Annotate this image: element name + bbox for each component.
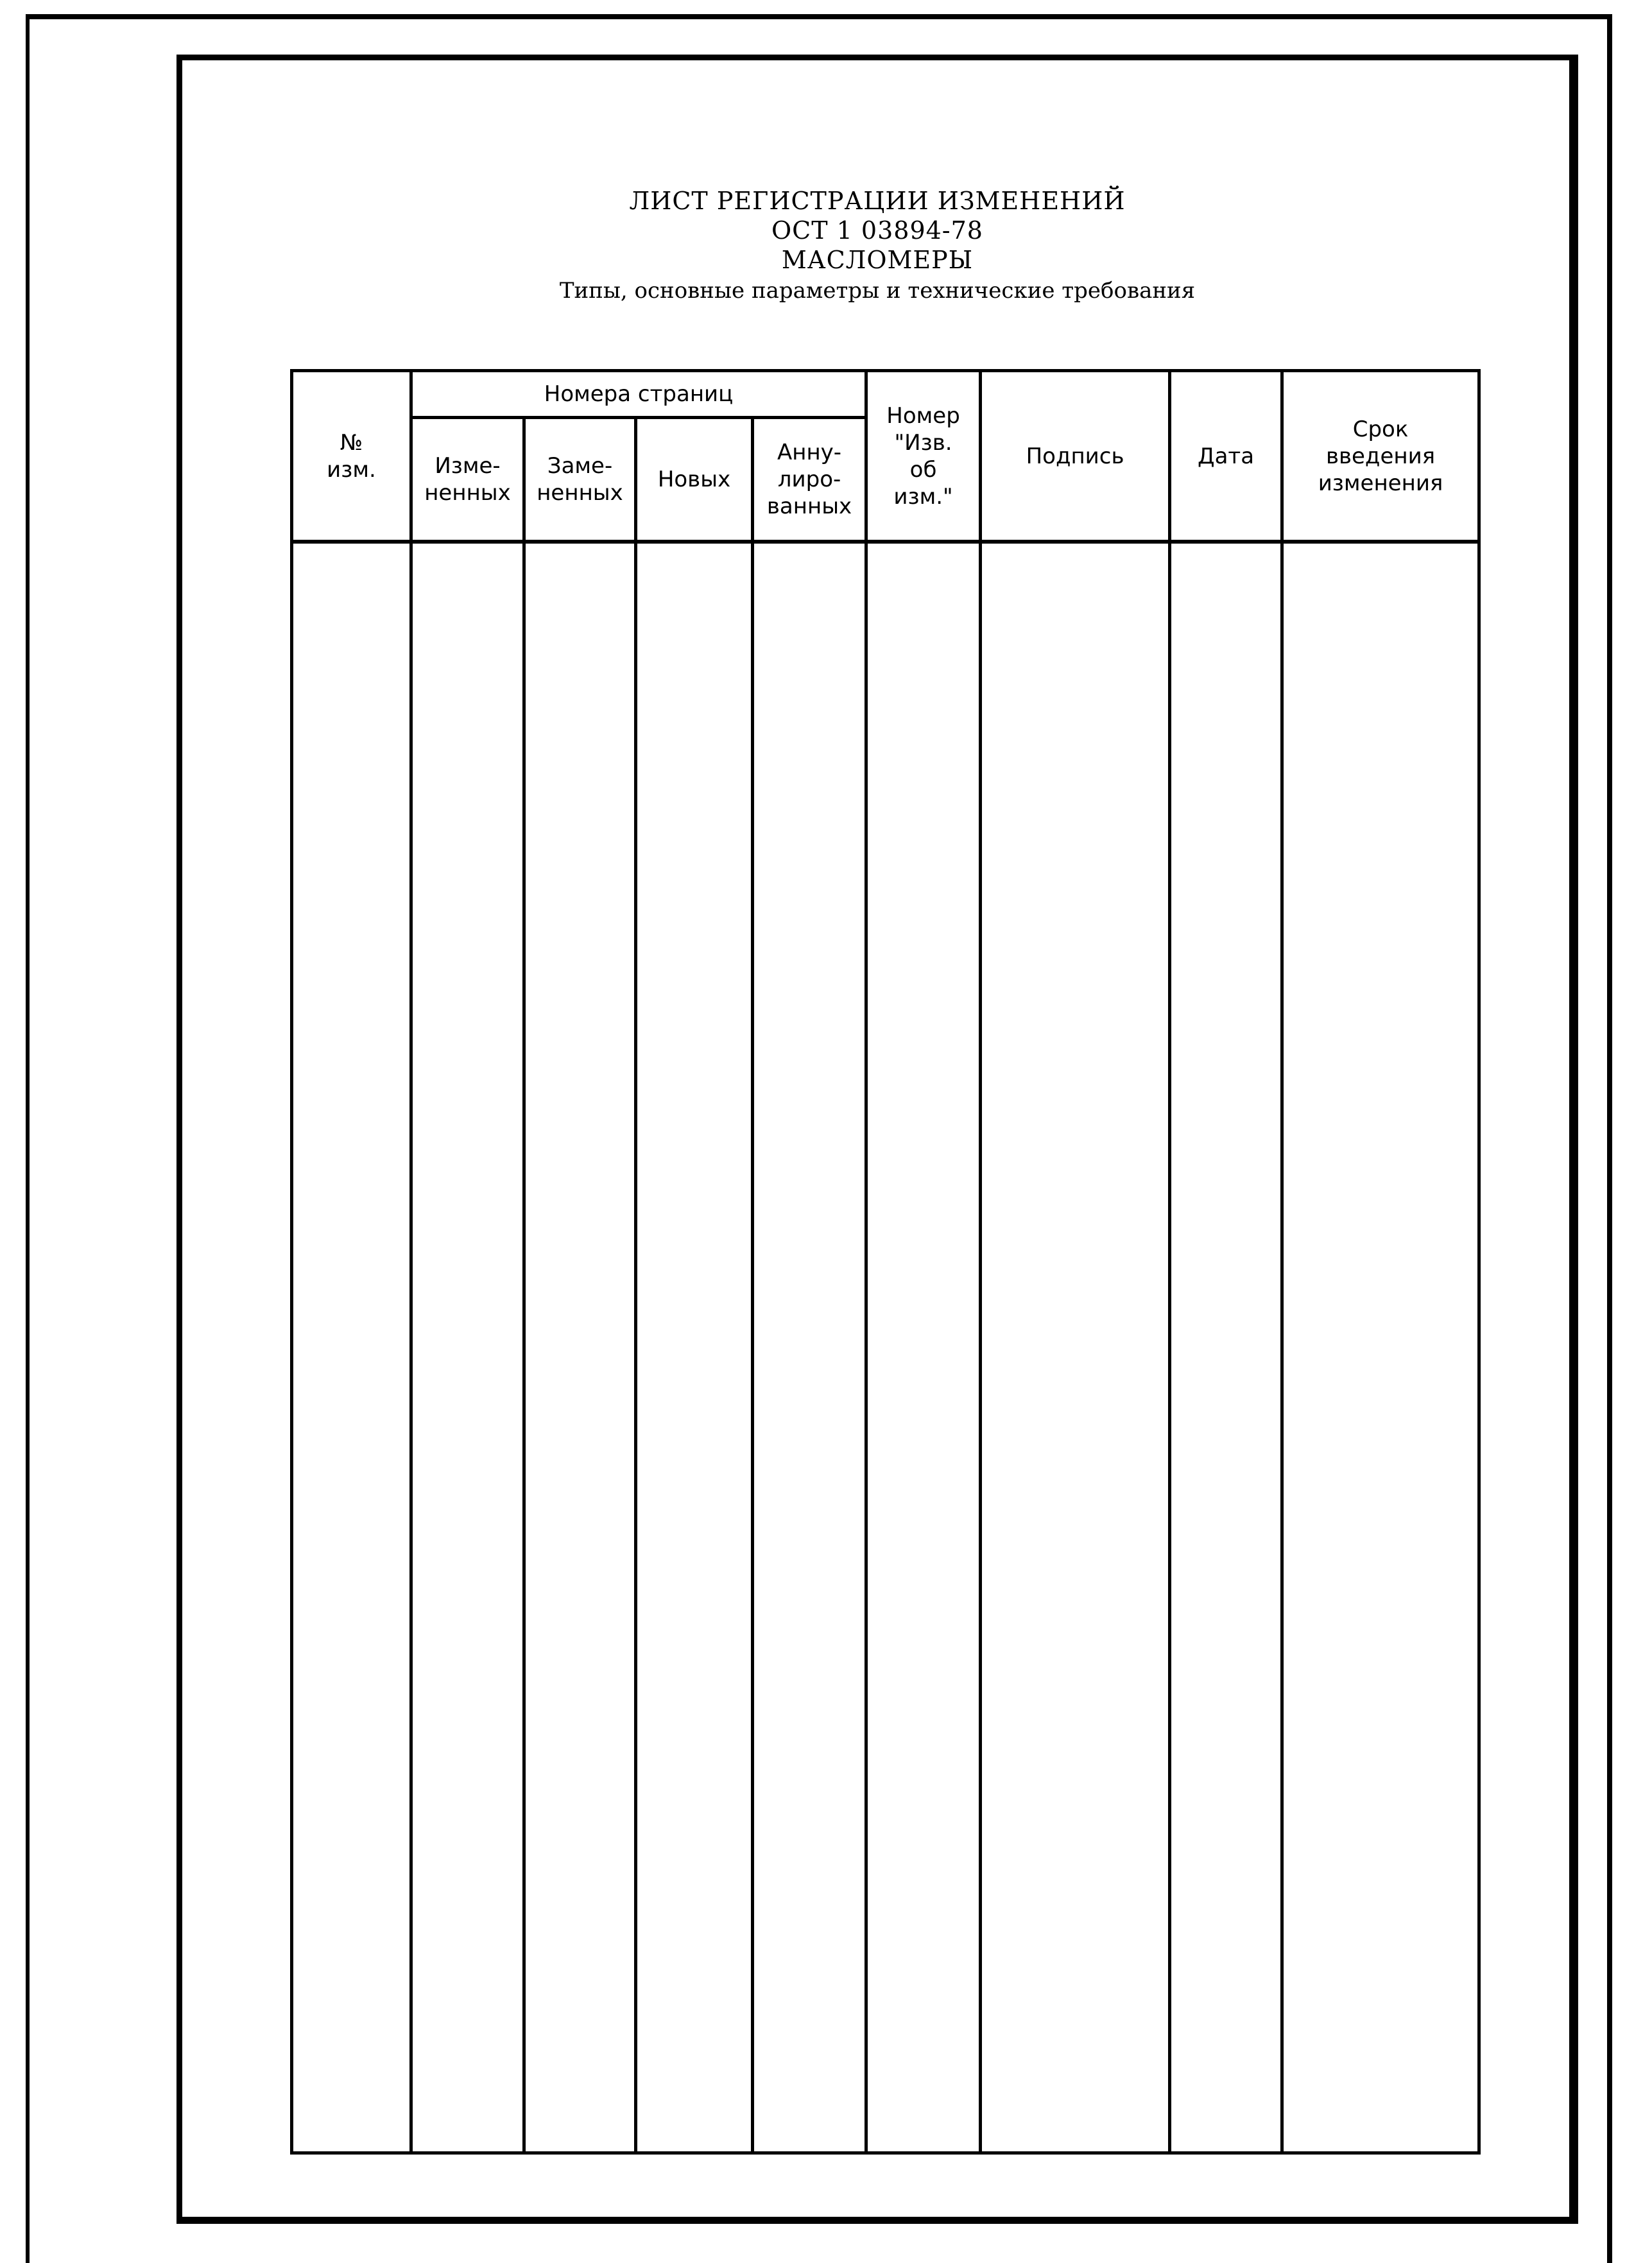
header-page-numbers-group: Номера страниц [411, 371, 866, 418]
scan-edge-left [26, 14, 30, 2263]
title-block [176, 186, 1578, 307]
header-changed: Изме- ненных [411, 418, 524, 542]
document-subtitle: Типы, основные параметры и технические требования [559, 278, 1196, 304]
header-signature: Подпись [981, 371, 1170, 542]
header-replaced: Заме- ненных [524, 418, 636, 542]
cell-annulled [753, 542, 866, 2153]
header-date: Дата [1170, 371, 1282, 542]
table-row-empty [292, 542, 1479, 2153]
cell-date [1170, 542, 1282, 2153]
document-title: ЛИСТ РЕГИСТРАЦИИ ИЗМЕНЕНИЙ [629, 187, 1126, 215]
scan-edge-right [1607, 14, 1612, 2263]
cell-changed [411, 542, 524, 2153]
change-registration-table [290, 369, 1481, 2155]
header-annulled: Анну- лиро- ванных [753, 418, 866, 542]
cell-effective-date [1282, 542, 1479, 2153]
header-effective-date: Срок введения изменения [1282, 371, 1479, 542]
scan-edge-top [26, 14, 1611, 19]
product-name: МАСЛОМЕРЫ [781, 246, 974, 274]
header-new: Новых [636, 418, 753, 542]
cell-notice-no [866, 542, 981, 2153]
cell-signature [981, 542, 1170, 2153]
header-change-no: № изм. [292, 371, 411, 542]
standard-number: ОСТ 1 03894-78 [771, 216, 983, 245]
cell-new [636, 542, 753, 2153]
cell-change-no [292, 542, 411, 2153]
cell-replaced [524, 542, 636, 2153]
header-notice-no: Номер "Изв. об изм." [866, 371, 981, 542]
